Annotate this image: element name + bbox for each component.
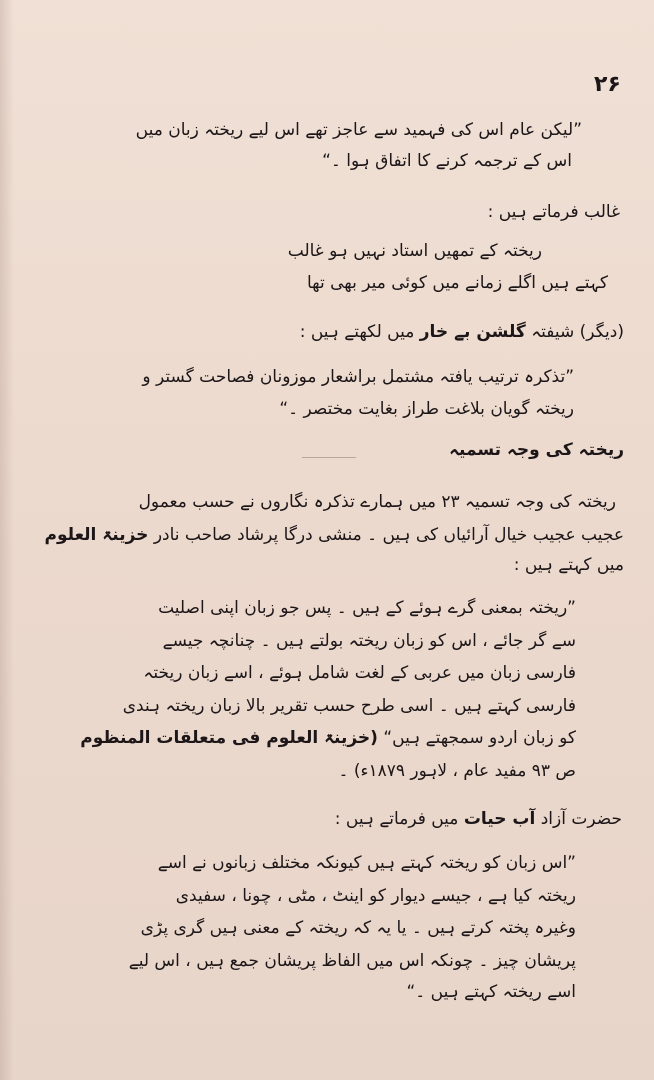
section-heading: ریختہ کی وجہ تسمیہ [449,440,624,460]
section-divider [302,457,356,458]
page-number: ۲۶ [594,72,621,97]
block1-line2: اس کے ترجمہ کرنے کا اتفاق ہوا ۔“ [322,151,572,171]
azad-prefix: حضرت آزاد [540,809,622,829]
quote2-line2: ریختہ کیا ہے ، جیسے دیوار کو اینٹ ، مٹی ، چونا ، سفیدی [175,886,576,906]
para1-line2 [45,524,624,546]
shefta-prefix: (دیگر) شیفتہ [531,322,624,342]
quote2-line1: ”اس زبان کو ریختہ کہتے ہیں کیونکہ مختلف زبانوں نے اسے [157,853,576,873]
quote1-book-title: (خزینۃ العلوم فی متعلقات المنظوم [80,728,378,748]
quote2-line3: وغیرہ پختہ کرتے ہیں ۔ یا یہ کہ ریختہ کے معنی ہیں گری پڑی [140,918,576,938]
quote1-line5 [80,727,576,749]
quote2-line4: پریشان چیز ۔ چونکہ اس میں الفاظ پریشان جمع ہیں ، اس لیے [128,951,576,971]
couplet-line1: ریختہ کے تمھیں استاد نہیں ہو غالب [287,241,542,261]
shefta-intro [300,321,624,343]
azad-book-title: آب حیات [463,809,536,829]
shefta-book-title: گلشن بے خار [419,322,526,342]
couplet-line2: کہتے ہیں اگلے زمانے میں کوئی میر بھی تھا [306,273,608,293]
para1-line1: ریختہ کی وجہ تسمیہ ۲۳ میں ہمارے تذکرہ نگاروں نے حسب معمول [138,492,616,512]
para1-line2-text: عجیب عجیب خیال آرائیاں کی ہیں ۔ منشی درگا پرشاد صاحب نادر [153,525,624,545]
shefta-suffix: میں لکھتے ہیں : [299,322,415,342]
page-edge-shadow [0,0,14,1080]
ghalib-intro: غالب فرماتے ہیں : [487,202,620,222]
quote1-line4: فارسی کہتے ہیں ۔ اسی طرح حسب تقریر بالا زبان ریختہ ہندی [122,696,576,716]
quote2-line5: اسے ریختہ کہتے ہیں ۔“ [406,982,576,1002]
block2-line1: ”تذکرہ ترتیب یافتہ مشتمل براشعار موزونان فصاحت گستر و [142,367,574,387]
quote1-line2: سے گر جائے ، اس کو زبان ریختہ بولتے ہیں ۔ چنانچہ جیسے [162,631,576,651]
block1-line1: ”لیکن عام اس کی فہمید سے عاجز تھے اس لیے ریختہ زبان میں [135,120,582,140]
block2-line2: ریختہ گویان بلاغت طراز بغایت مختصر ۔“ [279,399,574,419]
quote1-line3: فارسی زبان میں عربی کے لغت شامل ہوئے ، اسے زبان ریختہ [143,663,576,683]
para1-book-title: خزینۃ العلوم [44,525,149,545]
quote1-line5-text: کو زبان اردو سمجھتے ہیں“ [383,728,576,748]
azad-suffix: میں فرماتے ہیں : [334,809,459,829]
azad-intro [335,808,622,830]
quote1-line6: ص ۹۳ مفید عام ، لاہور ۱۸۷۹ء) ۔ [338,761,576,781]
para1-line3: میں کہتے ہیں : [513,555,624,575]
quote1-line1: ”ریختہ بمعنی گرے ہوئے کے ہیں ۔ پس جو زبان اپنی اصلیت [158,598,576,618]
